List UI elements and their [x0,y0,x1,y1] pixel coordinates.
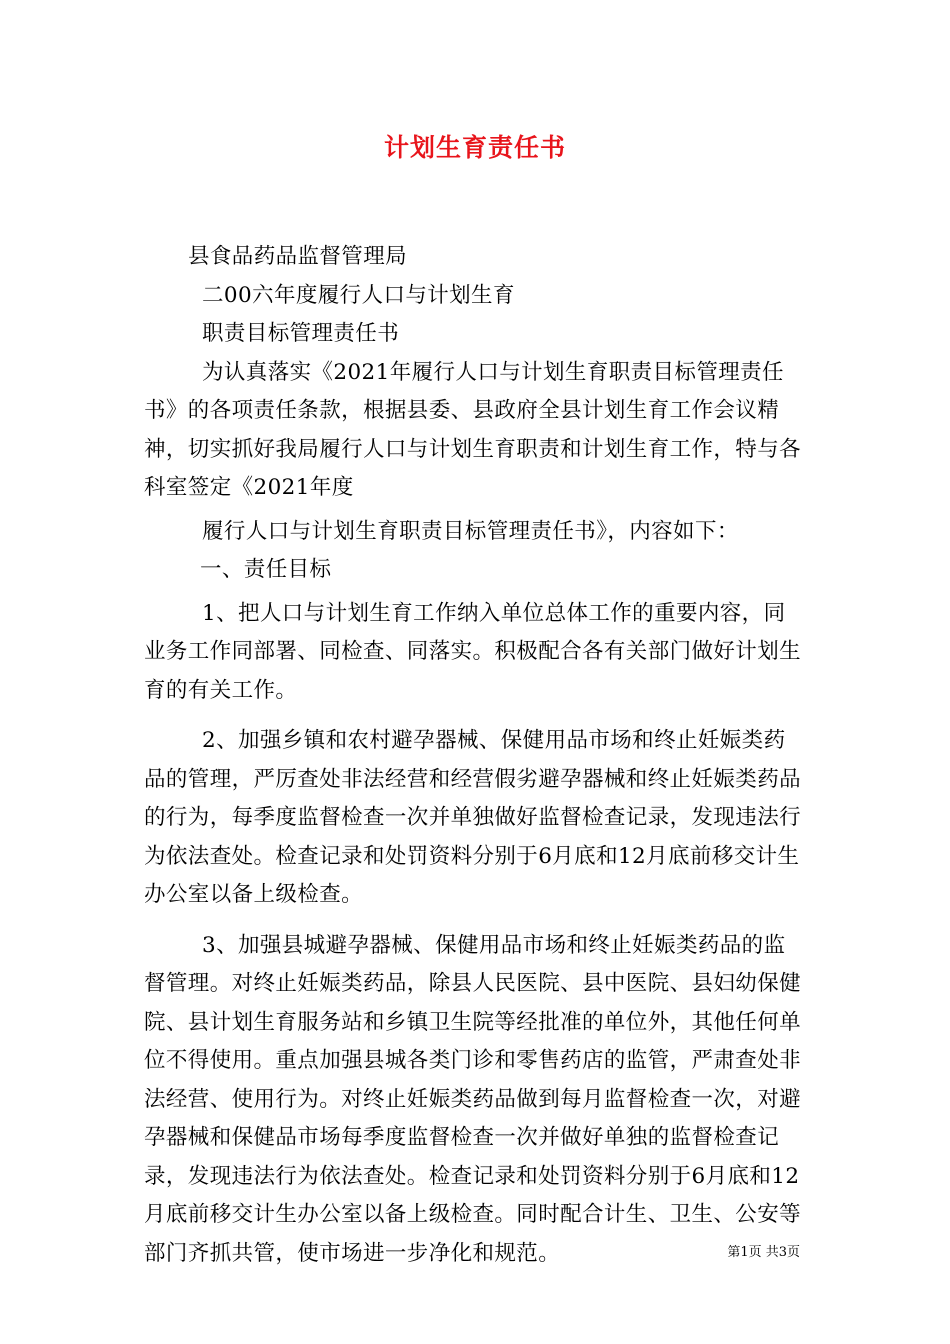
intro-continuation: 履行人口与计划生育职责目标管理责任书》，内容如下： [202,518,739,544]
section-heading-targets: 一、责任目标 [200,557,332,582]
target-item-1: 1、把人口与计划生育工作纳入单位总体工作的重要内容，同业务工作同部署、同检查、同落实。积极配合各有关部门做好计划生育的有关工作。 [144,600,802,703]
document-title: 计划生育责任书 [383,133,566,162]
department-name: 县食品药品监督管理局 [188,244,408,269]
document-body [144,238,806,1273]
subtitle-line-2: 职责目标管理责任书 [202,321,400,346]
page-number: 第1页 共3页 [727,1245,800,1260]
subtitle-line-1: 二00六年度履行人口与计划生育 [202,282,515,308]
intro-paragraph: 为认真落实《2021年履行人口与计划生育职责目标管理责任书》的各项责任条款，根据县委、县政府全县计划生育工作会议精神，切实抓好我局履行人口与计划生育职责和计划生育工作，特与各科室签定《2021年度 [144,359,802,500]
target-item-3: 3、加强县城避孕器械、保健用品市场和终止妊娠类药品的监督管理。对终止妊娠类药品，除县人民医院、县中医院、县妇幼保健院、县计划生育服务站和乡镇卫生院等经批准的单位外，其他任何单位不得使用。重点加强县城各类门诊和零售药店的监管，严肃查处非法经营、使用行为。对终止妊娠类药品做到每月监督检查一次，对避孕器械和保健品市场每季度监督检查一次并做好单独的监督检查记录，发现违法行为依法查处。检查记录和处罚资料分别于6月底和12月底前移交计生办公室以备上级检查。同时配合计生、卫生、公安等部门齐抓共管，使市场进一步净化和规范。 [144,932,802,1266]
target-item-2: 2、加强乡镇和农村避孕器械、保健用品市场和终止妊娠类药品的管理，严厉查处非法经营和经营假劣避孕器械和终止妊娠类药品的行为，每季度监督检查一次并单独做好监督检查记录，发现违法行为依法查处。检查记录和处罚资料分别于6月底和12月底前移交计生办公室以备上级检查。 [144,728,802,907]
